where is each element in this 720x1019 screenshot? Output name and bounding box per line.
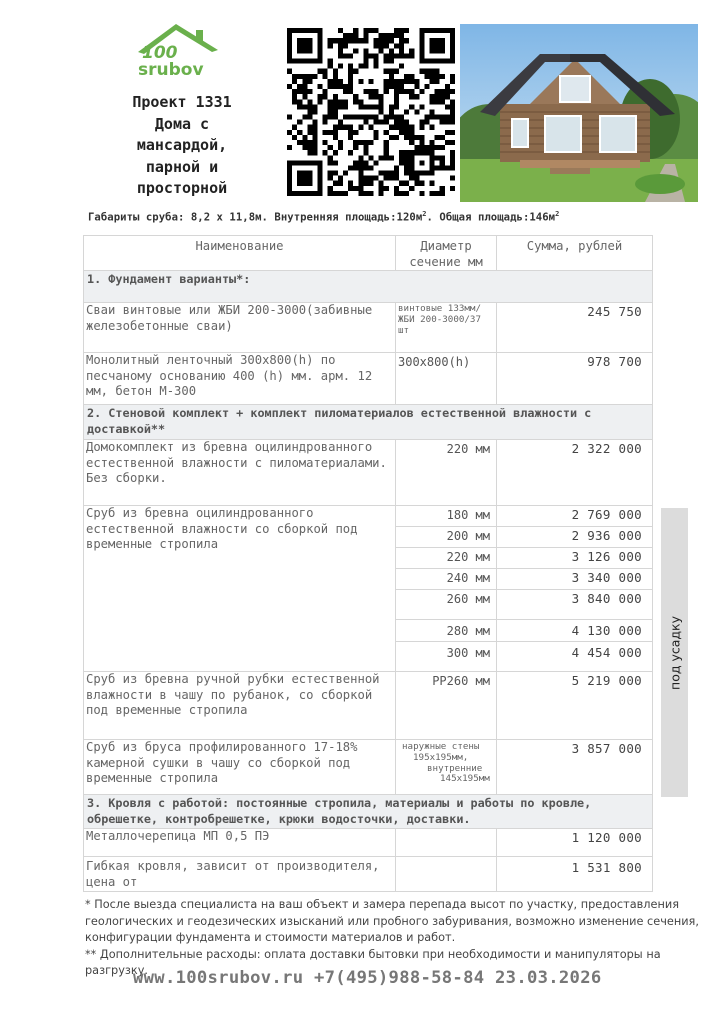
header-diameter: Диаметр сечение мм bbox=[396, 235, 497, 271]
footer-contacts[interactable]: www.100srubov.ru +7(495)988-58-84 23.03.2026 bbox=[133, 968, 602, 988]
variant-diameter: 260 мм bbox=[396, 590, 496, 620]
row-sum: 245 750 bbox=[497, 303, 653, 353]
variant-sum: 4 130 000 bbox=[497, 620, 652, 642]
variant-diameters bbox=[396, 506, 497, 672]
table-row bbox=[83, 353, 653, 405]
company-logo[interactable] bbox=[130, 20, 222, 78]
dimensions-text: Габариты сруба: 8,2 х 11,8м. Внутренняя площадь:120м bbox=[88, 211, 423, 224]
section-roof: 3. Кровля с работой: постоянные стропила, материалы и работы по кровле, обрешетке, контробрешетке, крюки водосточки, доставки. bbox=[83, 795, 653, 829]
qr-code[interactable] bbox=[287, 28, 455, 196]
table-row bbox=[83, 303, 653, 353]
diam-line-4: 145х195мм bbox=[440, 773, 490, 785]
row-name: Гибкая кровля, зависит от производителя, цена от bbox=[83, 857, 396, 892]
row-name: Домокомплект из бревна оцилиндрованного естественной влажности с пиломатериалами. Без сборки. bbox=[83, 440, 396, 506]
area-unit-sup-2: 2 bbox=[555, 210, 560, 218]
title-line-1: Проект 1331 bbox=[132, 93, 232, 111]
title-line-5: просторной bbox=[136, 179, 228, 197]
variant-diameter: 200 мм bbox=[396, 527, 496, 548]
title-line-4: парной и bbox=[145, 157, 219, 176]
variant-diameter: 300 мм bbox=[446, 646, 490, 660]
table-row bbox=[83, 857, 653, 892]
dimensions-text-mid: . Общая площадь:146м bbox=[426, 211, 556, 224]
house-render-image bbox=[460, 24, 698, 202]
header-sum: Сумма, рублей bbox=[497, 235, 653, 271]
variant-sum: 4 454 000 bbox=[571, 645, 642, 660]
variant-sum: 3 126 000 bbox=[497, 548, 652, 569]
row-sum: 978 700 bbox=[497, 353, 653, 405]
title-line-2: Дома с bbox=[154, 114, 210, 133]
row-sum: 2 322 000 bbox=[497, 440, 653, 506]
diam-line-1: наружные стены bbox=[402, 741, 480, 752]
area-unit-sup-1: 2 bbox=[422, 210, 427, 218]
table-row-variants bbox=[83, 506, 653, 672]
table-header-row bbox=[83, 235, 653, 271]
variant-diameter: 280 мм bbox=[396, 620, 496, 642]
table-row bbox=[83, 672, 653, 740]
table-row bbox=[83, 829, 653, 857]
row-name: Монолитный ленточный 300х800(h) по песчаному основанию 400 (h) мм. арм. 12 мм, бетон М-300 bbox=[83, 353, 396, 405]
footnote-2: ** Дополнительные расходы: оплата доставки бытовки при необходимости и манипуляторы на разгрузку. bbox=[85, 947, 661, 977]
row-name: Сруб из бревна ручной рубки естественной влажности в чашу по рубанок, со сборкой под временные стропила bbox=[83, 672, 396, 740]
row-diameter: винтовые 133мм/ЖБИ 200-3000/37 шт bbox=[396, 303, 497, 353]
row-diameter: 300х800(h) bbox=[396, 353, 497, 405]
section-walls: 2. Стеновой комплект + комплект пиломатериалов естественной влажности с доставкой** bbox=[83, 405, 653, 440]
row-sum: 5 219 000 bbox=[497, 672, 653, 740]
row-diameter bbox=[396, 857, 497, 892]
side-label-text: под усадку bbox=[667, 615, 682, 690]
variant-diameter: 180 мм bbox=[396, 506, 496, 527]
variant-sum: 3 340 000 bbox=[497, 569, 652, 590]
variant-sum: 2 769 000 bbox=[497, 506, 652, 527]
footnote-1: * После выезда специалиста на ваш объект и замера перепада высот по участку, предоставления геологических и геодезических изысканий или пробного забуривания, возможно изменение сечения, конфигурации фундамента и стоимости материалов и работ. bbox=[85, 898, 699, 944]
row-sum: 3 857 000 bbox=[497, 740, 653, 795]
svg-text:100: 100 bbox=[142, 43, 178, 63]
diam-line-3: внутренние bbox=[427, 762, 483, 774]
variant-sums bbox=[497, 506, 653, 672]
variant-sum: 2 936 000 bbox=[497, 527, 652, 548]
variant-diameter: 240 мм bbox=[396, 569, 496, 590]
diam-line-2: 195х195мм, bbox=[413, 751, 469, 763]
row-sum: 1 531 800 bbox=[497, 857, 653, 892]
section-foundation: 1. Фундамент варианты*: bbox=[83, 271, 653, 303]
svg-text:srubov: srubov bbox=[138, 60, 204, 78]
project-title bbox=[112, 92, 252, 200]
shrinkage-side-label bbox=[661, 508, 688, 797]
row-diameter: 220 мм bbox=[396, 440, 497, 506]
table-row bbox=[83, 440, 653, 506]
dimensions-line bbox=[88, 210, 559, 224]
variant-diameter: 220 мм bbox=[396, 548, 496, 569]
table-row bbox=[83, 740, 653, 795]
row-name: Сруб из бруса профилированного 17-18% камерной сушки в чашу со сборкой под временные стропила bbox=[83, 740, 396, 795]
row-name: Сруб из бревна оцилиндрованного естественной влажности со сборкой под временные стропила bbox=[83, 506, 396, 672]
row-diameter: РР260 мм bbox=[396, 672, 497, 740]
row-diameter bbox=[396, 740, 497, 795]
row-sum: 1 120 000 bbox=[497, 829, 653, 857]
row-diameter bbox=[396, 829, 497, 857]
title-line-3: мансардой, bbox=[136, 136, 228, 154]
row-name: Металлочерепица МП 0,5 ПЭ bbox=[83, 829, 396, 857]
variant-sum: 3 840 000 bbox=[497, 590, 652, 620]
header-name: Наименование bbox=[83, 235, 396, 271]
row-name: Сваи винтовые или ЖБИ 200-3000(забивные железобетонные сваи) bbox=[83, 303, 396, 353]
